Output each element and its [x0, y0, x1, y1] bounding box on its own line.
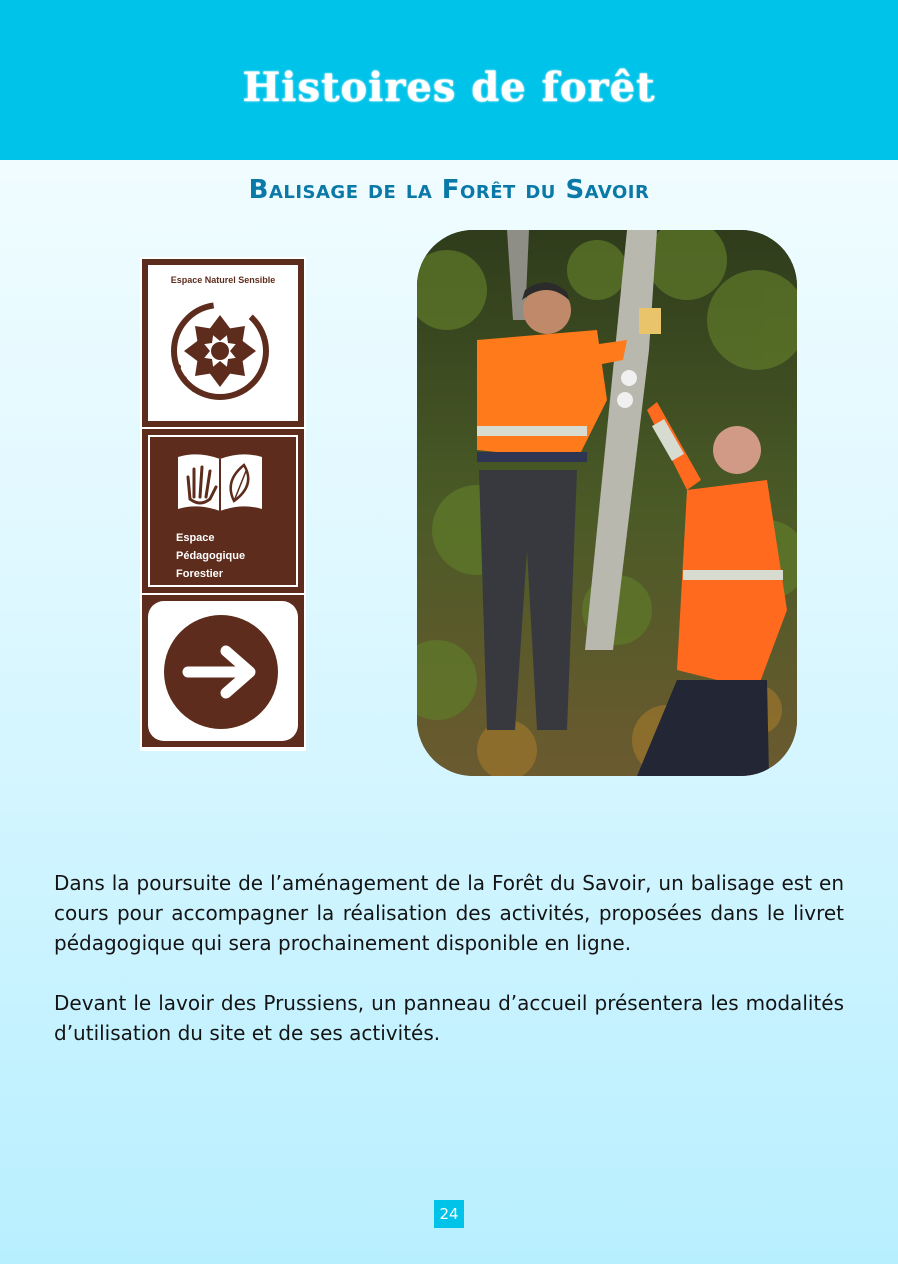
- sign-panel-ens: [142, 259, 304, 427]
- body-text: [54, 868, 844, 1078]
- sign-panel-epf: [142, 429, 304, 593]
- arrow-right-icon: [162, 613, 280, 731]
- sign-label-epf: Espace Pédagogique Forestier: [176, 532, 246, 580]
- photo-workers-marking-tree: [417, 230, 797, 776]
- sign-panel-arrow: [142, 595, 304, 747]
- section-subtitle: Balisage de la Forêt du Savoir: [248, 175, 650, 205]
- page-title: Histoires de forêt: [242, 64, 656, 111]
- sign-label-ens: Espace Naturel Sensible: [170, 275, 276, 285]
- trail-sign: [140, 257, 306, 751]
- paragraph: Dans la poursuite de l’aménagement de la Forêt du Savoir, un balisage est en cours pour accompagner la réalisation des activités, proposées dans le livret pédagogique qui sera prochainement disponible en ligne.: [54, 871, 844, 955]
- page-header: [0, 0, 898, 160]
- flower-icon: [164, 295, 276, 407]
- page-number: 24: [434, 1200, 464, 1228]
- paragraph: Devant le lavoir des Prussiens, un panneau d’accueil présentera les modalités d’utilisation du site et de ses activités.: [54, 991, 844, 1045]
- hand-leaf-book-icon: [174, 451, 266, 513]
